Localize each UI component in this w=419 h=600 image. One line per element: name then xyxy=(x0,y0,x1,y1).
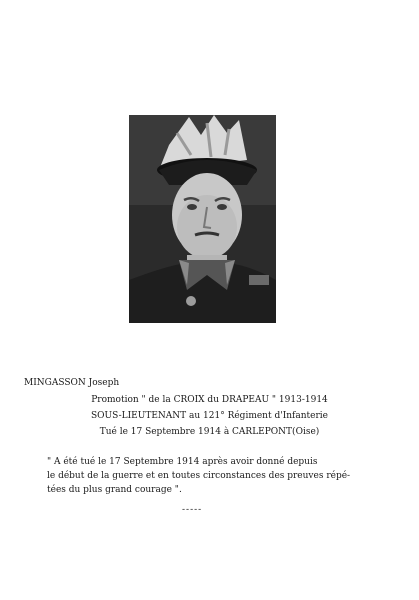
promotion-line: Promotion " de la CROIX du DRAPEAU " 1913-1914 xyxy=(91,395,328,405)
portrait-illustration xyxy=(129,115,276,323)
death-line: Tué le 17 Septembre 1914 à CARLEPONT(Oise) xyxy=(99,427,320,437)
citation-block xyxy=(47,455,387,497)
citation-line: tées du plus grand courage ". xyxy=(47,485,182,495)
rank-line: SOUS-LIEUTENANT au 121° Régiment d'Infanterie xyxy=(90,411,328,421)
section-separator: ----- xyxy=(182,505,203,515)
portrait-photo xyxy=(129,115,276,323)
citation-line: le début de la guerre et en toutes circonstances des preuves répé- xyxy=(47,471,351,481)
citation-line: " A été tué le 17 Septembre 1914 après avoir donné depuis xyxy=(47,457,318,467)
officer-name: MINGASSON Joseph xyxy=(24,378,120,388)
